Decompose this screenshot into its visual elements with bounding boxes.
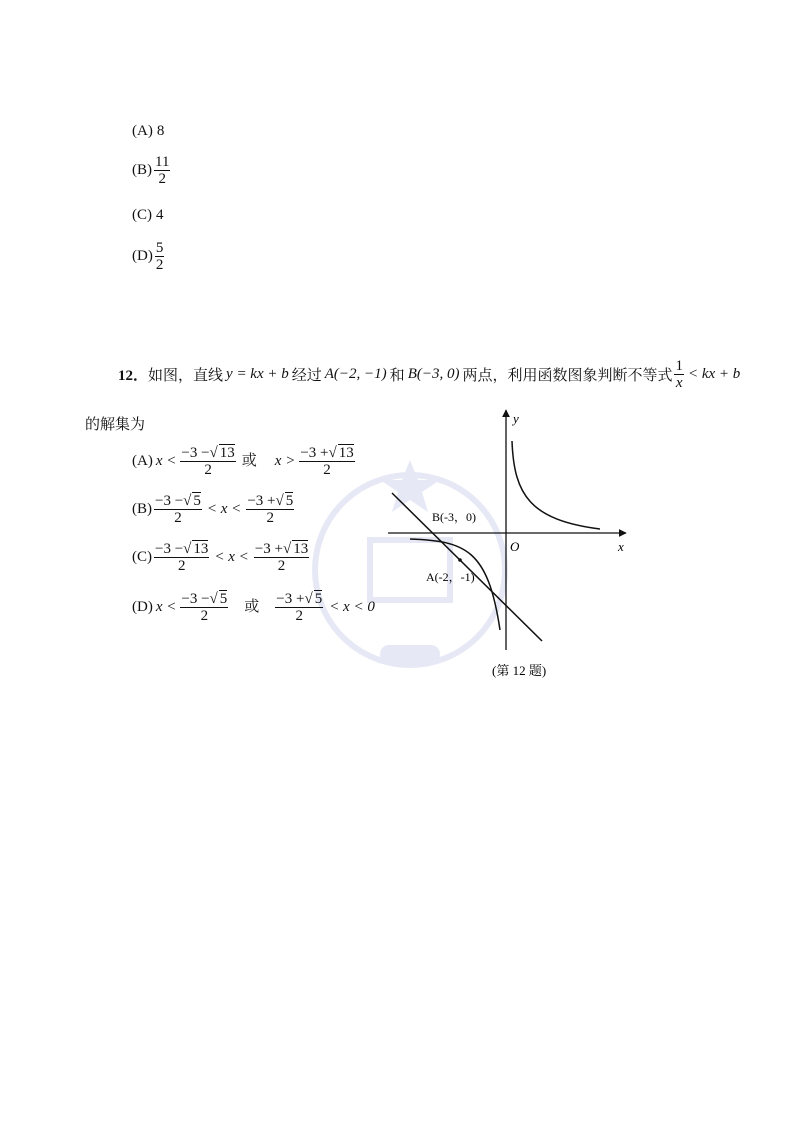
stem-text: 和 [389,368,405,384]
radicand: 13 [193,541,209,557]
hyperbola-branch-q3 [410,539,500,630]
num-text: −3 + [247,493,276,509]
stem-text: 两点，利用函数图象判断不等式 [462,368,673,384]
inequality-sign: < x < [206,500,242,517]
radicand: 13 [219,445,235,461]
radicand: 5 [314,591,323,607]
inequality-sign: x > [274,452,296,469]
fraction [246,492,294,526]
q12-option-b [132,492,296,526]
q12-stem-line2: 的解集为 [85,417,146,433]
stem-text: 经过 [291,368,322,384]
fraction [154,154,170,187]
denominator: 2 [174,510,182,526]
radicand: 5 [285,493,294,509]
or-text: 或 [241,452,257,469]
option-label: (C) [132,548,152,565]
denominator: 2 [266,510,275,526]
q12-option-a [132,444,357,478]
point-a-label: A(-2，-1) [426,570,475,584]
numerator: −3 −√ 5 [181,591,228,607]
fraction [299,444,354,478]
numerator: 11 [155,154,170,170]
option-label: (A) [132,452,153,469]
line-equation: y = kx + b [226,366,289,382]
num-text: −3 + [254,541,283,557]
fraction [180,444,235,478]
y-axis-label: y [513,411,519,426]
radicand: 5 [219,591,228,607]
option-label: (B) [132,162,152,178]
denominator: x [675,375,683,391]
radicand: 13 [338,445,354,461]
numerator: 1 [675,358,683,374]
option-label: (B) [132,500,152,517]
q11-option-a [132,124,164,139]
denominator: 2 [295,608,303,624]
q12-figure [380,405,640,685]
q12-option-c [132,540,311,574]
numerator: −3 +√ 13 [300,445,354,461]
inequality-tail: < x < 0 [329,598,375,615]
q11-option-d [132,240,166,273]
denominator: 2 [204,462,212,478]
fraction [275,590,323,624]
numerator: 5 [155,240,164,256]
point-a: A(−2, −1) [324,366,387,382]
fraction [254,540,309,574]
or-text: 或 [244,598,260,615]
numerator: −3 +√ 13 [254,541,309,557]
q12-option-d [132,590,375,624]
option-label: (D) [132,248,153,264]
option-value: 8 [156,123,165,139]
option-label: (C) [132,207,152,223]
q11-option-c [132,208,164,223]
inequality-fraction [674,358,684,391]
denominator: 2 [323,462,331,478]
question-number: 12． [118,368,149,384]
denominator: 2 [158,171,166,187]
inequality-sign: x < [155,452,177,469]
q12-stem [118,358,740,391]
point-b-label: B(-3，0) [432,510,476,524]
num-text: −3 − [155,541,184,557]
num-text: −3 + [300,445,329,461]
figure-caption: (第 12 题) [492,663,547,678]
num-text: −3 − [181,591,210,607]
denominator: 2 [177,558,186,574]
denominator: 2 [155,257,164,273]
numerator: −3 +√ 5 [247,493,294,509]
point-a-dot [458,558,462,562]
numerator: −3 −√ 13 [155,541,209,557]
inequality-sign: < x < [214,548,249,565]
denominator: 2 [200,608,209,624]
fraction [155,240,165,273]
denominator: 2 [277,558,286,574]
option-value: 4 [156,207,164,223]
num-text: −3 + [276,591,305,607]
radicand: 13 [293,541,309,557]
num-text: −3 − [155,493,184,509]
fraction [154,492,202,526]
inequality-sign: x < [155,598,177,615]
option-label: (D) [132,598,153,615]
q11-option-b [132,154,172,187]
numerator: −3 −√ 13 [181,445,235,461]
numerator: −3 −√ 5 [155,493,201,509]
radicand: 5 [193,493,201,509]
origin-label: O [510,539,520,554]
inequality-right: < kx + b [687,366,741,382]
x-axis-label: x [618,539,624,554]
fraction [154,540,209,574]
stem-text: 如图，直线 [148,368,224,384]
num-text: −3 − [181,445,210,461]
fraction [180,590,228,624]
point-b: B(−3, 0) [407,366,460,382]
hyperbola-branch-q1 [512,441,600,529]
option-label: (A) [132,123,153,139]
numerator: −3 +√ 5 [276,591,323,607]
